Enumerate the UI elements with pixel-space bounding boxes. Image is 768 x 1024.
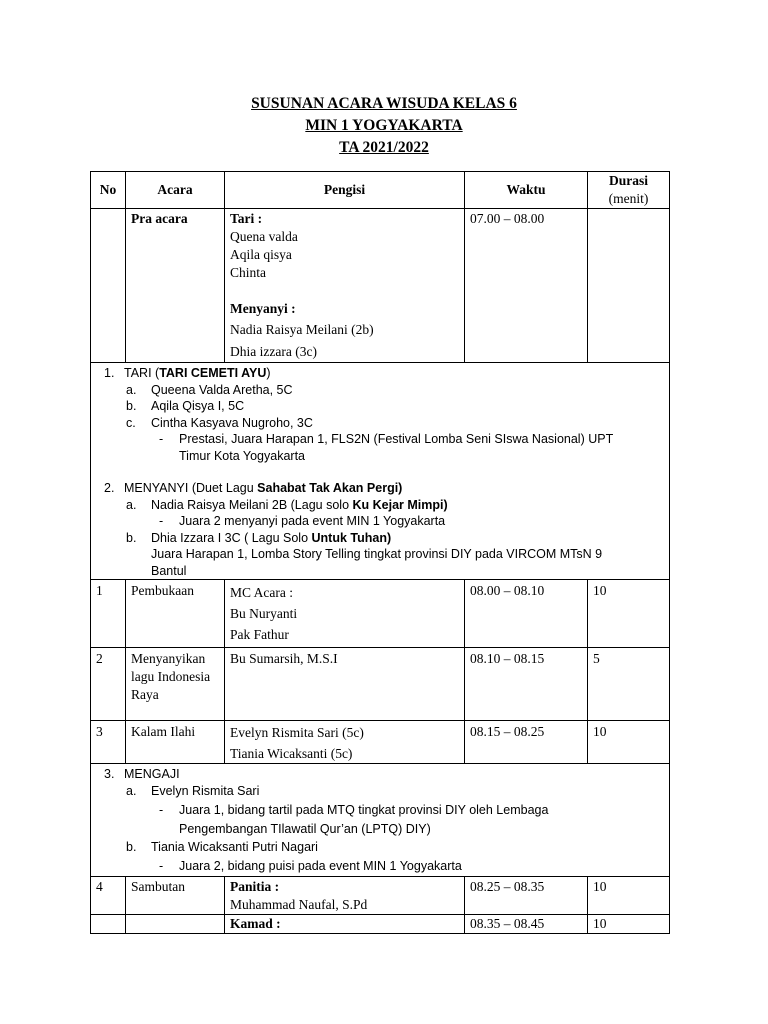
note-cell-performers [91, 363, 670, 580]
note-subitem-text: Cintha Kasyava Nugroho, 3C [151, 415, 313, 430]
note-item-text: MENGAJI [124, 767, 180, 781]
cell-no: 3 [91, 721, 126, 764]
note-subitem-text: Queena Valda Aretha, 5C [151, 382, 293, 397]
dash-marker: - [159, 514, 164, 528]
pengisi-line: Evelyn Rismita Sari (5c) [230, 725, 364, 740]
cell-no: 1 [91, 580, 126, 648]
spacer [230, 282, 459, 300]
header-pengisi: Pengisi [225, 172, 465, 209]
table-note-row-1 [91, 363, 670, 580]
list-number: 1. [104, 366, 115, 380]
cell-no-empty [91, 915, 126, 934]
note-item [101, 365, 661, 382]
cell-acara: Menyanyikan lagu Indonesia Raya [126, 648, 225, 721]
dash-marker: - [159, 858, 164, 873]
cell-acara: Pembukaan [126, 580, 225, 648]
cell-waktu: 07.00 – 08.00 [465, 209, 588, 363]
pengisi-name: Aqila qisya [230, 247, 292, 262]
dash-marker: - [159, 803, 164, 817]
schedule-table [90, 171, 670, 934]
cell-acara: Pra acara [126, 209, 225, 363]
list-marker: b. [126, 399, 137, 413]
document-title-line2: MIN 1 YOGYAKARTA [305, 117, 463, 134]
note-detail-text: Juara 2, bidang puisi pada event MIN 1 Yogyakarta [179, 858, 462, 873]
cell-no-empty [91, 209, 126, 363]
cell-durasi: 10 [588, 915, 670, 934]
pengisi-name: Nadia Raisya Meilani (2b) [230, 322, 374, 337]
note-subitem [101, 839, 661, 856]
pengisi-menyanyi-label: Menyanyi : [230, 301, 296, 316]
pengisi-line: Bu Nuryanti [230, 606, 298, 621]
note-subitem [101, 382, 661, 399]
table-row [91, 580, 670, 648]
pengisi-line: MC Acara : [230, 585, 293, 600]
note-detail-text: Prestasi, Juara Harapan 1, FLS2N (Festival Lomba Seni SIswa Nasional) UPT [179, 432, 614, 446]
text-segment: MENYANYI (Duet Lagu [124, 481, 258, 495]
note-subitem [101, 783, 661, 800]
note-item [101, 480, 661, 497]
cell-durasi: 10 [588, 721, 670, 764]
note-subitem-text: Aqila Qisya I, 5C [151, 399, 245, 413]
note-subitem [101, 530, 661, 547]
pengisi-name: Quena valda [230, 229, 298, 244]
note-detail [101, 513, 661, 530]
table-row [91, 721, 670, 764]
cell-durasi: 5 [588, 648, 670, 721]
list-marker: a. [126, 497, 137, 512]
list-marker: c. [126, 415, 136, 430]
list-number: 3. [104, 767, 115, 781]
note-detail-text: Juara 1, bidang tartil pada MTQ tingkat provinsi DIY oleh Lembaga [179, 803, 549, 817]
note-detail-cont: Pengembangan TIlawatil Qur’an (LPTQ) DIY) [179, 821, 431, 836]
cell-waktu: 08.25 – 08.35 [465, 877, 588, 915]
note-cell-mengaji [91, 764, 670, 877]
list-marker: a. [126, 382, 137, 397]
note-item-text [101, 365, 271, 382]
text-segment: Dhia Izzara I 3C ( Lagu Solo [151, 530, 312, 545]
cell-pengisi [225, 209, 465, 363]
document-title-line1: SUSUNAN ACARA WISUDA KELAS 6 [251, 95, 517, 112]
table-row [91, 915, 670, 934]
pengisi-line: Tiania Wicaksanti (5c) [230, 746, 353, 761]
list-marker: b. [126, 530, 137, 545]
note-subitem [101, 398, 661, 415]
header-waktu: Waktu [465, 172, 588, 209]
cell-pengisi [225, 580, 465, 648]
text-segment: TARI ( [124, 366, 160, 380]
note-item [101, 766, 661, 783]
cell-waktu: 08.35 – 08.45 [465, 915, 588, 934]
note-detail-text: Juara Harapan 1, Lomba Story Telling tingkat provinsi DIY pada VIRCOM MTsN 9 [151, 547, 603, 561]
note-subitem-text: Tiania Wicaksanti Putri Nagari [151, 840, 318, 854]
table-row [91, 877, 670, 915]
cell-durasi: 10 [588, 877, 670, 915]
cell-pengisi: Bu Sumarsih, M.S.I [225, 648, 465, 721]
pengisi-name: Chinta [230, 265, 266, 280]
cell-pengisi [225, 877, 465, 915]
cell-waktu: 08.00 – 08.10 [465, 580, 588, 648]
cell-no: 4 [91, 877, 126, 915]
document-title-line3: TA 2021/2022 [339, 139, 429, 156]
table-header-row [91, 172, 670, 209]
note-detail-cont: Bantul [151, 563, 187, 578]
note-detail [101, 858, 661, 875]
text-segment: Nadia Raisya Meilani 2B (Lagu solo [151, 497, 353, 512]
table-row [91, 648, 670, 721]
note-subitem [101, 497, 661, 514]
dash-marker: - [159, 432, 164, 446]
text-bold: TARI CEMETI AYU [159, 366, 267, 380]
cell-acara-empty [126, 915, 225, 934]
list-marker: b. [126, 840, 137, 854]
header-acara: Acara [126, 172, 225, 209]
note-detail-cont: Timur Kota Yogyakarta [179, 448, 305, 463]
cell-waktu: 08.15 – 08.25 [465, 721, 588, 764]
pengisi-line: Pak Fathur [230, 627, 289, 642]
cell-durasi: 10 [588, 580, 670, 648]
text-bold: Sahabat Tak Akan Pergi) [257, 481, 403, 495]
table-row-pra-acara [91, 209, 670, 363]
list-number: 2. [104, 481, 115, 495]
note-detail [101, 431, 661, 448]
cell-pengisi [225, 721, 465, 764]
note-detail [101, 802, 661, 819]
cell-waktu: 08.10 – 08.15 [465, 648, 588, 721]
note-subitem [101, 415, 661, 432]
text-bold: Ku Kejar Mimpi) [352, 497, 448, 512]
cell-acara: Kalam Ilahi [126, 721, 225, 764]
cell-durasi-empty [588, 209, 670, 363]
header-no: No [91, 172, 126, 209]
header-durasi-unit: (menit) [608, 191, 649, 206]
table-note-row-2 [91, 764, 670, 877]
header-durasi-label: Durasi [608, 173, 648, 188]
text-bold: Untuk Tuhan) [311, 530, 392, 545]
note-subitem-text: Evelyn Rismita Sari [151, 783, 260, 798]
pengisi-panitia-label: Panitia : [230, 879, 280, 894]
list-marker: a. [126, 783, 137, 798]
pengisi-line: Muhammad Naufal, S.Pd [230, 897, 368, 912]
cell-pengisi: Kamad : [225, 915, 465, 934]
header-durasi [588, 172, 670, 209]
cell-acara: Sambutan [126, 877, 225, 915]
pengisi-name: Dhia izzara (3c) [230, 344, 317, 359]
cell-no: 2 [91, 648, 126, 721]
note-detail-text: Juara 2 menyanyi pada event MIN 1 Yogyakarta [179, 514, 446, 528]
pengisi-tari-label: Tari : [230, 211, 263, 226]
note-item-text [101, 480, 402, 497]
text-segment: ) [266, 366, 271, 380]
spacer [101, 464, 661, 480]
